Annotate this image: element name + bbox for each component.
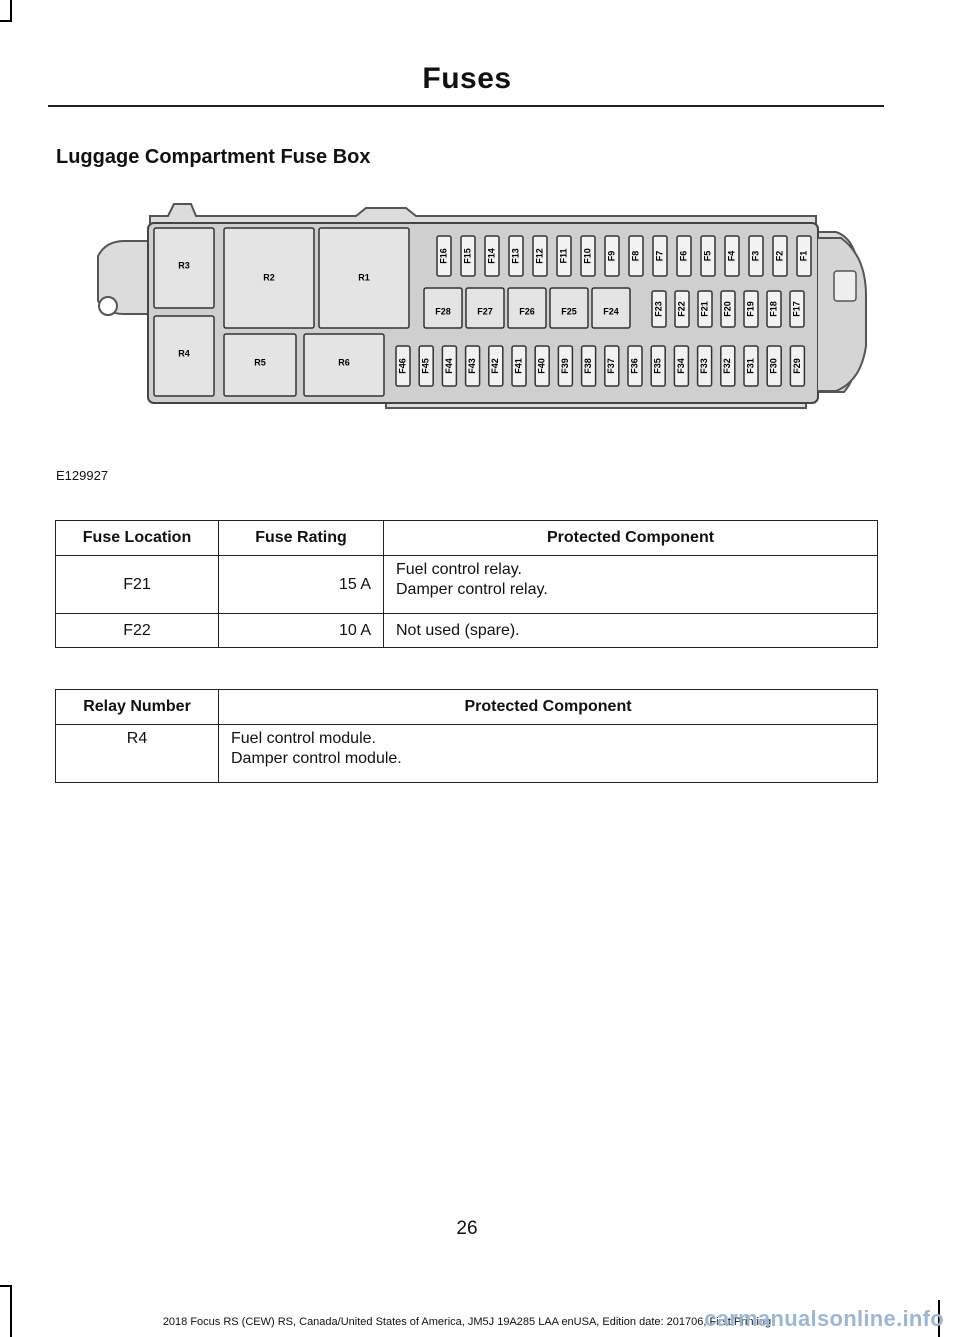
page-title: Fuses xyxy=(422,62,512,95)
fuse-label: F4 xyxy=(726,250,737,262)
fuse-label: F24 xyxy=(603,306,619,317)
crop-mark xyxy=(10,0,12,22)
fuse-table xyxy=(55,520,878,648)
fuse-label: F36 xyxy=(629,358,640,374)
fuse-label: F16 xyxy=(438,248,449,264)
fuse-label: F12 xyxy=(534,248,545,264)
table-header-row xyxy=(56,690,878,725)
protected-component xyxy=(384,556,878,614)
fuse-label: F3 xyxy=(750,250,761,262)
fuse-label: F17 xyxy=(791,301,802,317)
fuse-label: F30 xyxy=(768,358,779,374)
fuse-label: F38 xyxy=(582,358,593,374)
fuse-rating: 10 A xyxy=(219,614,384,648)
fuse-label: F9 xyxy=(606,250,617,262)
table-row xyxy=(56,725,878,783)
footer-text: 2018 Focus RS (CEW) RS, Canada/United States of America, JM5J 19A285 LAA enUSA, Edition date: 201706, First Printing xyxy=(162,1316,772,1328)
fuse-label: F2 xyxy=(774,250,785,262)
crop-mark xyxy=(0,1285,12,1287)
fuse-location: F22 xyxy=(56,614,219,648)
fuse-label: F31 xyxy=(745,358,756,374)
fuse-label: F5 xyxy=(702,250,713,262)
relay-label: R6 xyxy=(338,357,350,368)
relay-number: R4 xyxy=(56,725,219,783)
section-title: Luggage Compartment Fuse Box xyxy=(56,146,371,168)
fuse-label: F27 xyxy=(477,306,493,317)
relay-label: R2 xyxy=(263,272,275,283)
fuse-label: F22 xyxy=(676,301,687,317)
fuse-label: F10 xyxy=(582,248,593,264)
column-header: Fuse Location xyxy=(56,521,219,556)
fuse-label: F6 xyxy=(678,250,689,262)
component-line: Not used (spare). xyxy=(396,621,520,639)
fuse-label: F39 xyxy=(559,358,570,374)
fuse-label: F40 xyxy=(536,358,547,374)
figure-id: E129927 xyxy=(56,468,109,483)
component-line: Damper control relay. xyxy=(396,581,548,598)
table-row xyxy=(56,614,878,648)
fuse-label: F1 xyxy=(798,250,809,262)
fuse-box-diagram xyxy=(66,196,876,416)
fuse-label: F45 xyxy=(420,358,431,374)
fuse-label: F11 xyxy=(558,248,569,264)
fuse-label: F34 xyxy=(675,358,686,374)
table-row xyxy=(56,556,878,614)
fuse-label: F14 xyxy=(486,248,497,264)
table-header-row xyxy=(56,521,878,556)
mounting-hole xyxy=(99,297,117,315)
fuse-label: F15 xyxy=(462,248,473,264)
fuse-label: F43 xyxy=(466,358,477,374)
component-line: Fuel control relay. xyxy=(396,561,522,578)
relay-label: R5 xyxy=(254,357,266,368)
crop-mark xyxy=(10,1285,12,1337)
fuse-box-clip xyxy=(818,238,866,391)
fuse-label: F19 xyxy=(745,301,756,317)
protected-component xyxy=(384,614,878,648)
fuse-label: F25 xyxy=(561,306,577,317)
component-line: Damper control module. xyxy=(231,750,402,767)
fuse-label: F37 xyxy=(606,358,617,374)
fuse-label: F23 xyxy=(653,301,664,317)
fuse-label: F42 xyxy=(490,358,501,374)
fuse-label: F44 xyxy=(443,358,454,374)
relay-label: R4 xyxy=(178,348,190,359)
protected-component xyxy=(219,725,878,783)
fuse-label: F35 xyxy=(652,358,663,374)
fuse-label: F28 xyxy=(435,306,451,317)
fuse-label: F32 xyxy=(722,358,733,374)
relay-label: R3 xyxy=(178,260,190,271)
fuse-label: F29 xyxy=(791,358,802,374)
fuse-label: F33 xyxy=(698,358,709,374)
relay-label: R1 xyxy=(358,272,370,283)
page-number: 26 xyxy=(456,1218,478,1239)
fuse-label: F41 xyxy=(513,358,524,374)
column-header: Protected Component xyxy=(219,690,878,725)
crop-mark xyxy=(0,20,12,22)
fuse-label: F8 xyxy=(630,250,641,262)
fuse-label: F46 xyxy=(397,358,408,374)
header-divider xyxy=(48,105,884,107)
column-header: Relay Number xyxy=(56,690,219,725)
column-header: Fuse Rating xyxy=(219,521,384,556)
fuse-label: F20 xyxy=(722,301,733,317)
fuse-location: F21 xyxy=(56,556,219,614)
watermark[interactable]: carmanualsonline.info xyxy=(704,1306,944,1331)
fuse-label: F18 xyxy=(768,301,779,317)
component-line: Fuel control module. xyxy=(231,730,376,747)
fuse-label: F7 xyxy=(654,250,665,262)
fuse-label: F26 xyxy=(519,306,535,317)
relay-table xyxy=(55,689,878,783)
column-header: Protected Component xyxy=(384,521,878,556)
fuse-label: F21 xyxy=(699,301,710,317)
fuse-label: F13 xyxy=(510,248,521,264)
fuse-rating: 15 A xyxy=(219,556,384,614)
